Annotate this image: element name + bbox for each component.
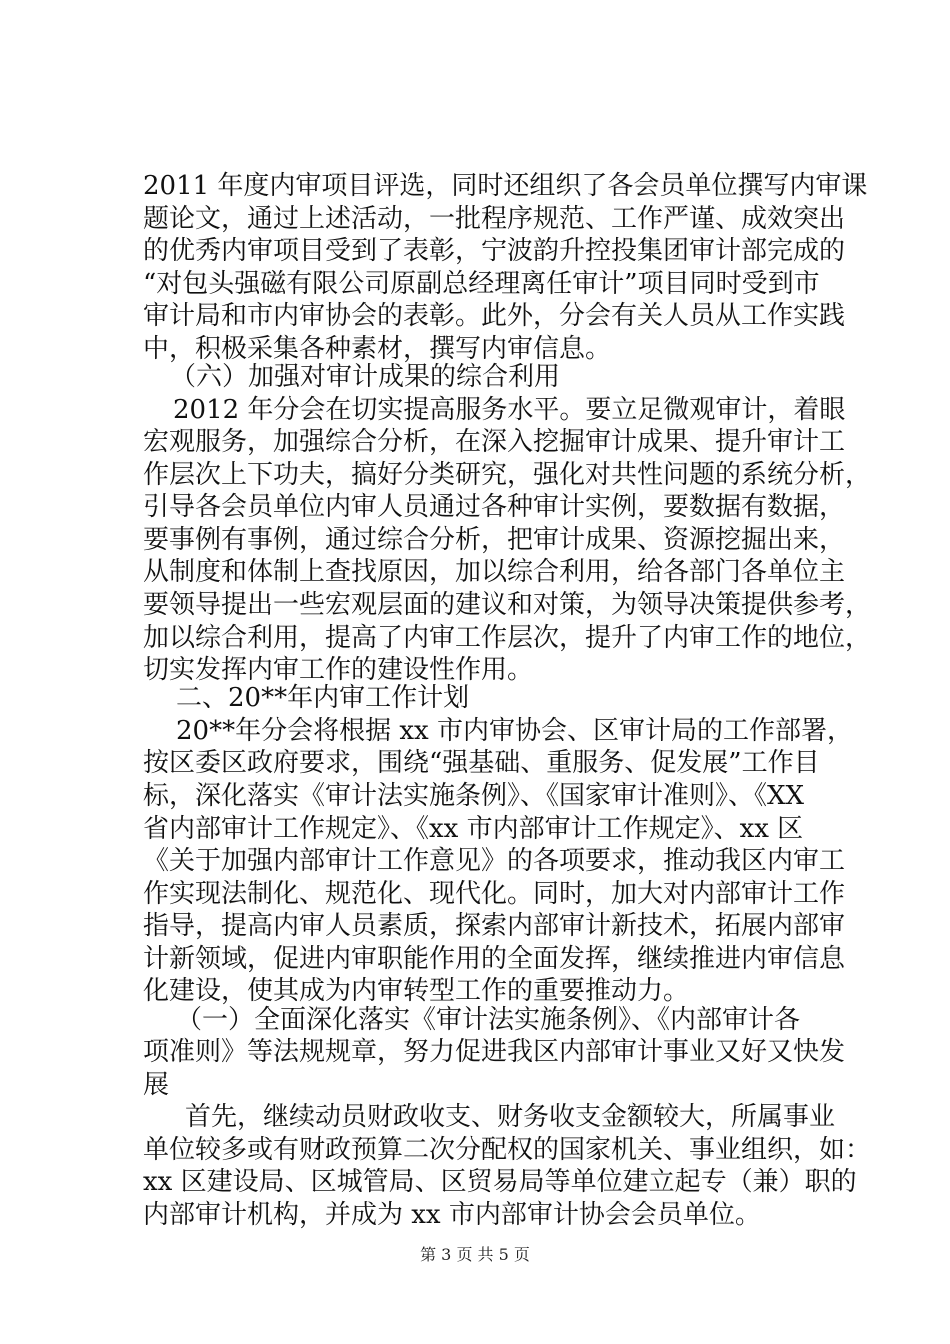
text-line: 化建设，使其成为内审转型工作的重要推动力。 [143,976,690,1006]
text-line: 内部审计机构，并成为 xx 市内部审计协会会员单位。 [143,1200,761,1230]
text-line: 指导，提高内审人员素质，探索内部审计新技术，拓展内部审 [143,911,846,941]
text-line: 切实发挥内审工作的建设性作用。 [143,655,534,685]
text-line: 省内部审计工作规定》、《xx 市内部审计工作规定》、xx 区 [143,814,804,844]
section-heading: 展 [143,1070,170,1100]
text-line: 《关于加强内部审计工作意见》的各项要求，推动我区内审工 [143,846,846,876]
text-line: 的优秀内审项目受到了表彰，宁波韵升控投集团审计部完成的 [143,236,846,266]
section-heading: （一）全面深化落实《审计法实施条例》、《内部审计各 [176,1005,801,1035]
text-line: 引导各会员单位内审人员通过各种审计实例，要数据有数据， [143,492,846,522]
text-line: 作层次上下功夫，搞好分类研究，强化对共性问题的系统分析， [143,460,872,490]
text-line: 审计局和市内审协会的表彰。此外，分会有关人员从工作实践 [143,301,846,331]
text-line: 题论文，通过上述活动，一批程序规范、工作严谨、成效突出 [143,204,846,234]
text-line: 首先，继续动员财政收支、财务收支金额较大，所属事业 [185,1102,836,1132]
text-line: 作实现法制化、规范化、现代化。同时，加大对内部审计工作 [143,879,846,909]
page-number-footer: 第 3 页 共 5 页 [420,1245,530,1264]
text-line: 要事例有事例，通过综合分析，把审计成果、资源挖掘出来， [143,525,846,555]
text-line: xx 区建设局、区城管局、区贸易局等单位建立起专（兼）职的 [143,1167,857,1197]
text-line: 2012 年分会在切实提高服务水平。要立足微观审计，着眼 [173,395,846,425]
text-line: “对包头强磁有限公司原副总经理离任审计”项目同时受到市 [143,269,820,299]
text-line: 加以综合利用，提高了内审工作层次，提升了内审工作的地位， [143,623,872,653]
text-line: 要领导提出一些宏观层面的建议和对策，为领导决策提供参考， [143,590,872,620]
text-line: 计新领域，促进内审职能作用的全面发挥，继续推进内审信息 [143,944,846,974]
text-line: 标，深化落实《审计法实施条例》、《国家审计准则》、《XX [143,781,805,811]
text-line: 中，积极采集各种素材，撰写内审信息。 [143,334,612,364]
text-line: 20**年分会将根据 xx 市内审协会、区审计局的工作部署， [176,716,853,746]
text-line: 按区委区政府要求，围绕“强基础、重服务、促发展”工作目 [143,748,820,778]
section-heading: （六）加强对审计成果的综合利用 [170,362,561,392]
section-heading: 项准则》等法规规章，努力促进我区内部审计事业又好又快发 [143,1037,846,1067]
text-line: 宏观服务，加强综合分析，在深入挖掘审计成果、提升审计工 [143,427,846,457]
section-heading: 二、20**年内审工作计划 [176,683,470,713]
text-line: 2011 年度内审项目评选，同时还组织了各会员单位撰写内审课 [143,171,868,201]
text-line: 从制度和体制上查找原因，加以综合利用，给各部门各单位主 [143,557,846,587]
text-line: 单位较多或有财政预算二次分配权的国家机关、事业组织，如： [143,1135,872,1165]
